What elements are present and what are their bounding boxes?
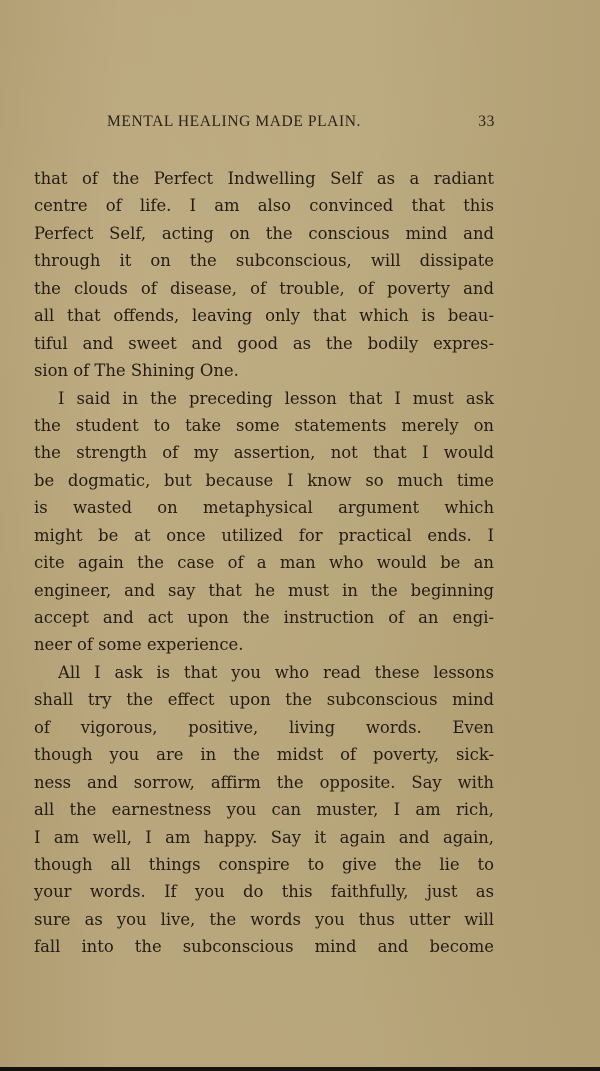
- text-line: accept and act upon the instruction of an engi-: [34, 608, 494, 627]
- page-bottom-edge: [0, 1067, 600, 1071]
- text-line: All I ask is that you who read these lessons: [58, 662, 494, 682]
- text-line: all the earnestness you can muster, I am rich,: [34, 800, 494, 820]
- text-line: through it on the subconscious, will dissipate: [34, 251, 494, 271]
- text-line: your words. If you do this faithfully, just as: [34, 882, 494, 902]
- running-head: [107, 113, 495, 137]
- text-line: is wasted on metaphysical argument which: [34, 498, 494, 518]
- body-text: [34, 165, 494, 961]
- running-head-title: MENTAL HEALING MADE PLAIN.: [107, 113, 362, 130]
- text-line: though you are in the midst of poverty, sick-: [34, 745, 494, 765]
- text-line: engineer, and say that he must in the beginning: [34, 580, 494, 600]
- text-line: be dogmatic, but because I know so much time: [34, 470, 494, 490]
- text-line: neer of some experience.: [34, 635, 244, 655]
- text-line: shall try the effect upon the subconscious mind: [34, 690, 494, 710]
- text-line: tiful and sweet and good as the bodily expres-: [34, 333, 494, 353]
- text-line: sure as you live, the words you thus utter will: [34, 909, 494, 929]
- text-line: ness and sorrow, affirm the opposite. Say with: [34, 772, 494, 792]
- text-line: might be at once utilized for practical ends. I: [34, 525, 494, 545]
- text-line: that of the Perfect Indwelling Self as a radiant: [34, 169, 494, 188]
- text-line: Perfect Self, acting on the conscious mind and: [34, 223, 494, 243]
- paragraph-1: [34, 165, 494, 385]
- text-line: cite again the case of a man who would be an: [34, 553, 494, 573]
- text-line: the student to take some statements merely on: [34, 415, 494, 435]
- page-number: 33: [478, 113, 495, 130]
- paragraph-3: [34, 659, 494, 961]
- text-line: of vigorous, positive, living words. Even: [34, 717, 494, 737]
- text-line: though all things conspire to give the lie to: [34, 854, 494, 874]
- text-line: sion of The Shining One.: [34, 361, 239, 381]
- paragraph-2: [34, 385, 494, 659]
- text-line: I said in the preceding lesson that I must ask: [58, 388, 494, 408]
- text-line: the clouds of disease, of trouble, of poverty and: [34, 278, 494, 298]
- text-line: I am well, I am happy. Say it again and again,: [34, 827, 494, 847]
- text-line: fall into the subconscious mind and become: [34, 937, 494, 957]
- text-line: all that offends, leaving only that which is beau-: [34, 306, 494, 326]
- text-line: the strength of my assertion, not that I would: [34, 443, 494, 463]
- text-line: centre of life. I am also convinced that this: [34, 196, 494, 216]
